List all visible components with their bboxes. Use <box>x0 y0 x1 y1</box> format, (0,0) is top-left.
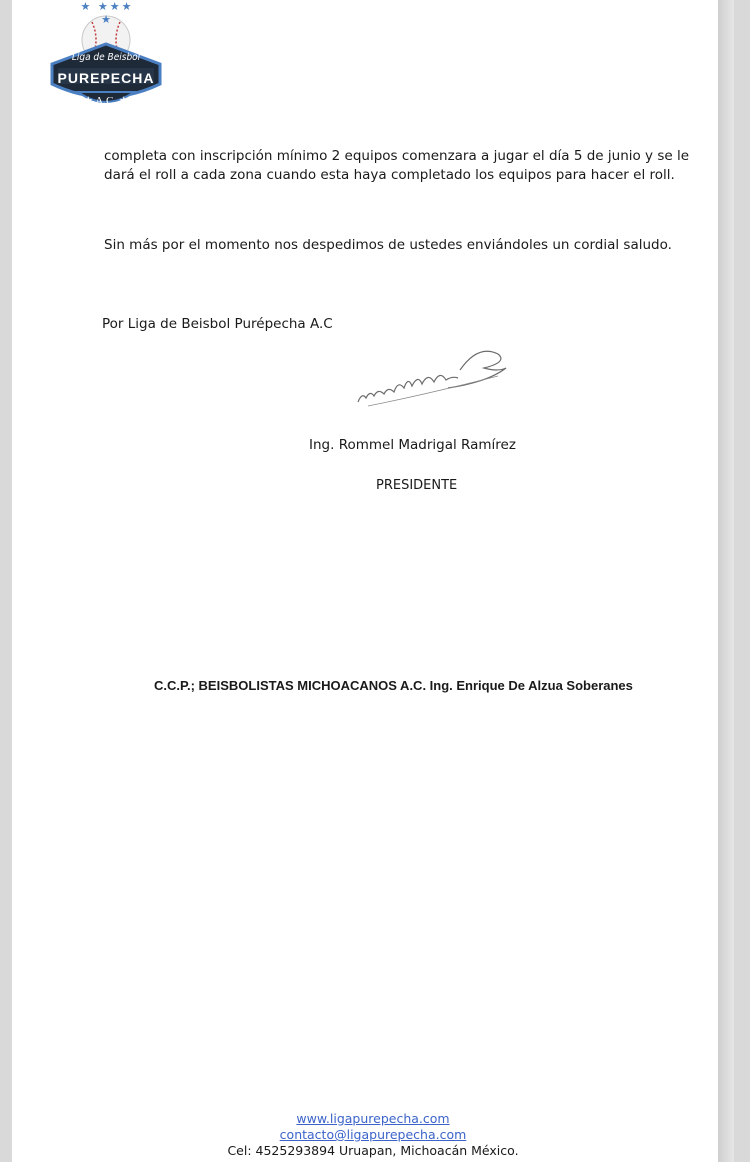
signer-title: PRESIDENTE <box>376 478 458 493</box>
signer-name: Ing. Rommel Madrigal Ramírez <box>309 437 516 453</box>
body-paragraph-1: completa con inscripción mínimo 2 equipos comenzara a jugar el día 5 de junio y se le dará el roll a cada zona cuando esta haya completado los equipos para hacer el roll. <box>104 148 690 183</box>
closing-line: Por Liga de Beisbol Purépecha A.C <box>102 316 333 332</box>
body-paragraph-2: Sin más por el momento nos despedimos de ustedes enviándoles un cordial saludo. <box>104 237 672 253</box>
letter-page <box>12 0 734 1162</box>
footer <box>12 1111 734 1159</box>
logo-line-2: PUREPECHA <box>57 70 155 86</box>
page-edge-shadow <box>718 0 734 1162</box>
handwritten-signature <box>348 336 508 412</box>
website-link[interactable]: www.ligapurepecha.com <box>296 1111 450 1126</box>
email-link[interactable]: contacto@ligapurepecha.com <box>279 1127 467 1142</box>
logo-line-3: ★ A.C. ★ <box>83 95 129 107</box>
logo-stars: ★ ★★★ ★ <box>80 0 134 26</box>
ccp-line: C.C.P.; BEISBOLISTAS MICHOACANOS A.C. Ing. Enrique De Alzua Soberanes <box>154 678 633 693</box>
logo-line-1: Liga de Beisbol <box>71 52 141 63</box>
liga-logo <box>38 0 174 122</box>
contact-info: Cel: 4525293894 Uruapan, Michoacán México. <box>227 1143 519 1158</box>
